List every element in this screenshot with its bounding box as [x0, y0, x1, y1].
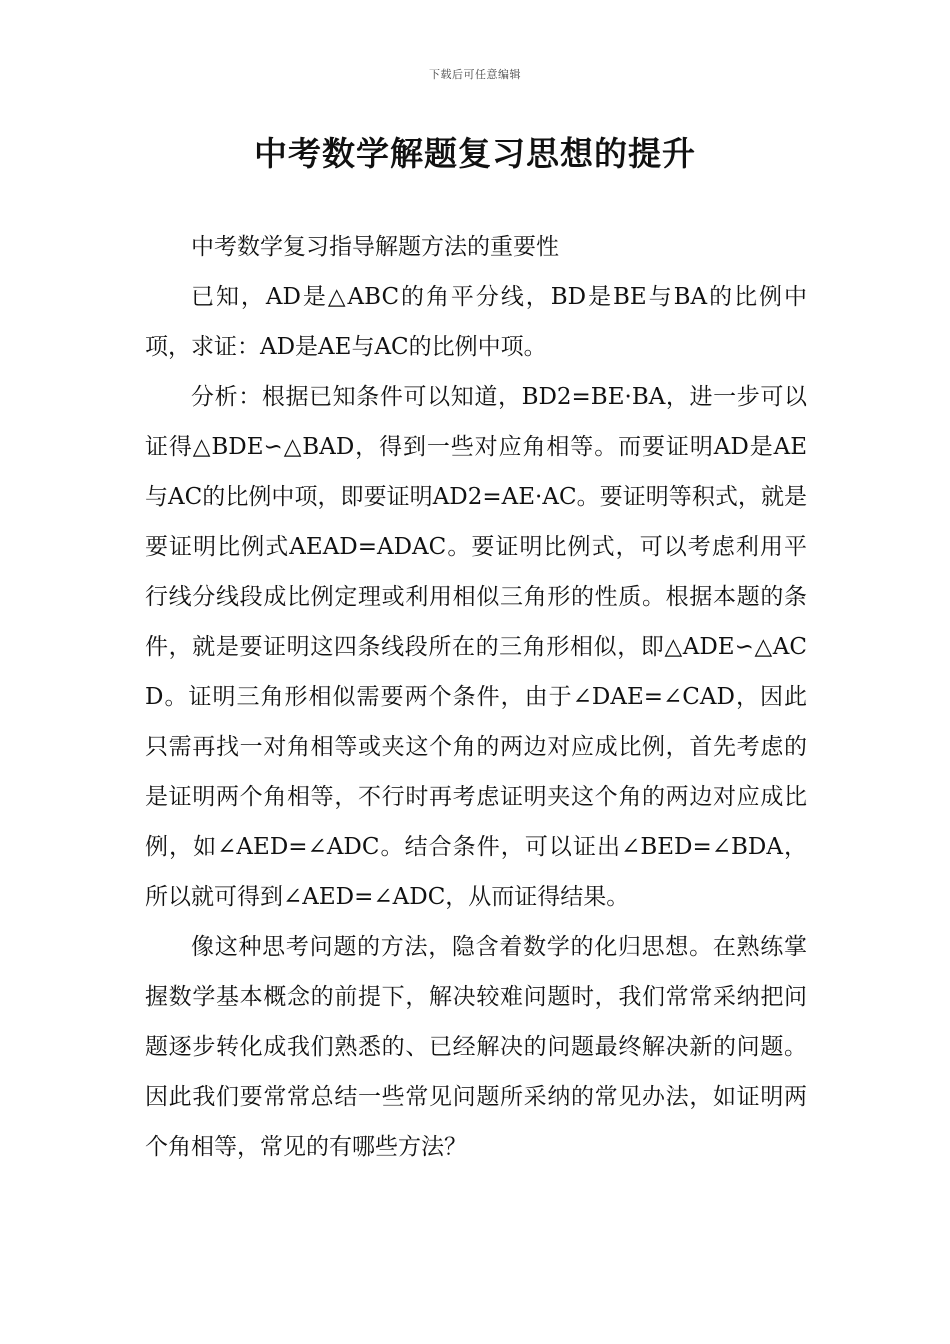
paragraph-analysis: 分析：根据已知条件可以知道，BD2=BE·BA，进一步可以证得△BDE∽△BAD，得到一些对应角相等。而要证明AD是AE与AC的比例中项，即要证明AD2=AE·AC。要证明等积式，就是要证明比例式AEAD=ADAC。要证明比例式，可以考虑利用平行线分线段成比例定理或利用相似三角形的性质。根据本题的条件，就是要证明这四条线段所在的三角形相似，即△ADE∽△ACD。证明三角形相似需要两个条件，由于∠DAE=∠CAD，因此只需再找一对角相等或夹这个角的两边对应成比例，首先考虑的是证明两个角相等，不行时再考虑证明夹这个角的两边对应成比例，如∠AED=∠ADC。结合条件，可以证出∠BED=∠BDA，所以就可得到∠AED=∠ADC，从而证得结果。 — [145, 384, 807, 910]
paragraph-reflection: 像这种思考问题的方法，隐含着数学的化归思想。在熟练掌握数学基本概念的前提下，解决较难问题时，我们常常采纳把问题逐步转化成我们熟悉的、已经解决的问题最终解决新的问题。因此我们要常常总结一些常见问题所采纳的常见办法，如证明两个角相等，常见的有哪些方法？ — [145, 934, 807, 1160]
paragraph-problem: 已知，AD是△ABC的角平分线，BD是BE与BA的比例中项，求证：AD是AE与AC的比例中项。 — [145, 284, 807, 360]
document-body — [145, 222, 807, 1172]
page-header-note: 下载后可任意编辑 — [429, 68, 521, 81]
paragraph-subtitle: 中考数学复习指导解题方法的重要性 — [191, 234, 559, 260]
document-title: 中考数学解题复习思想的提升 — [254, 134, 696, 173]
